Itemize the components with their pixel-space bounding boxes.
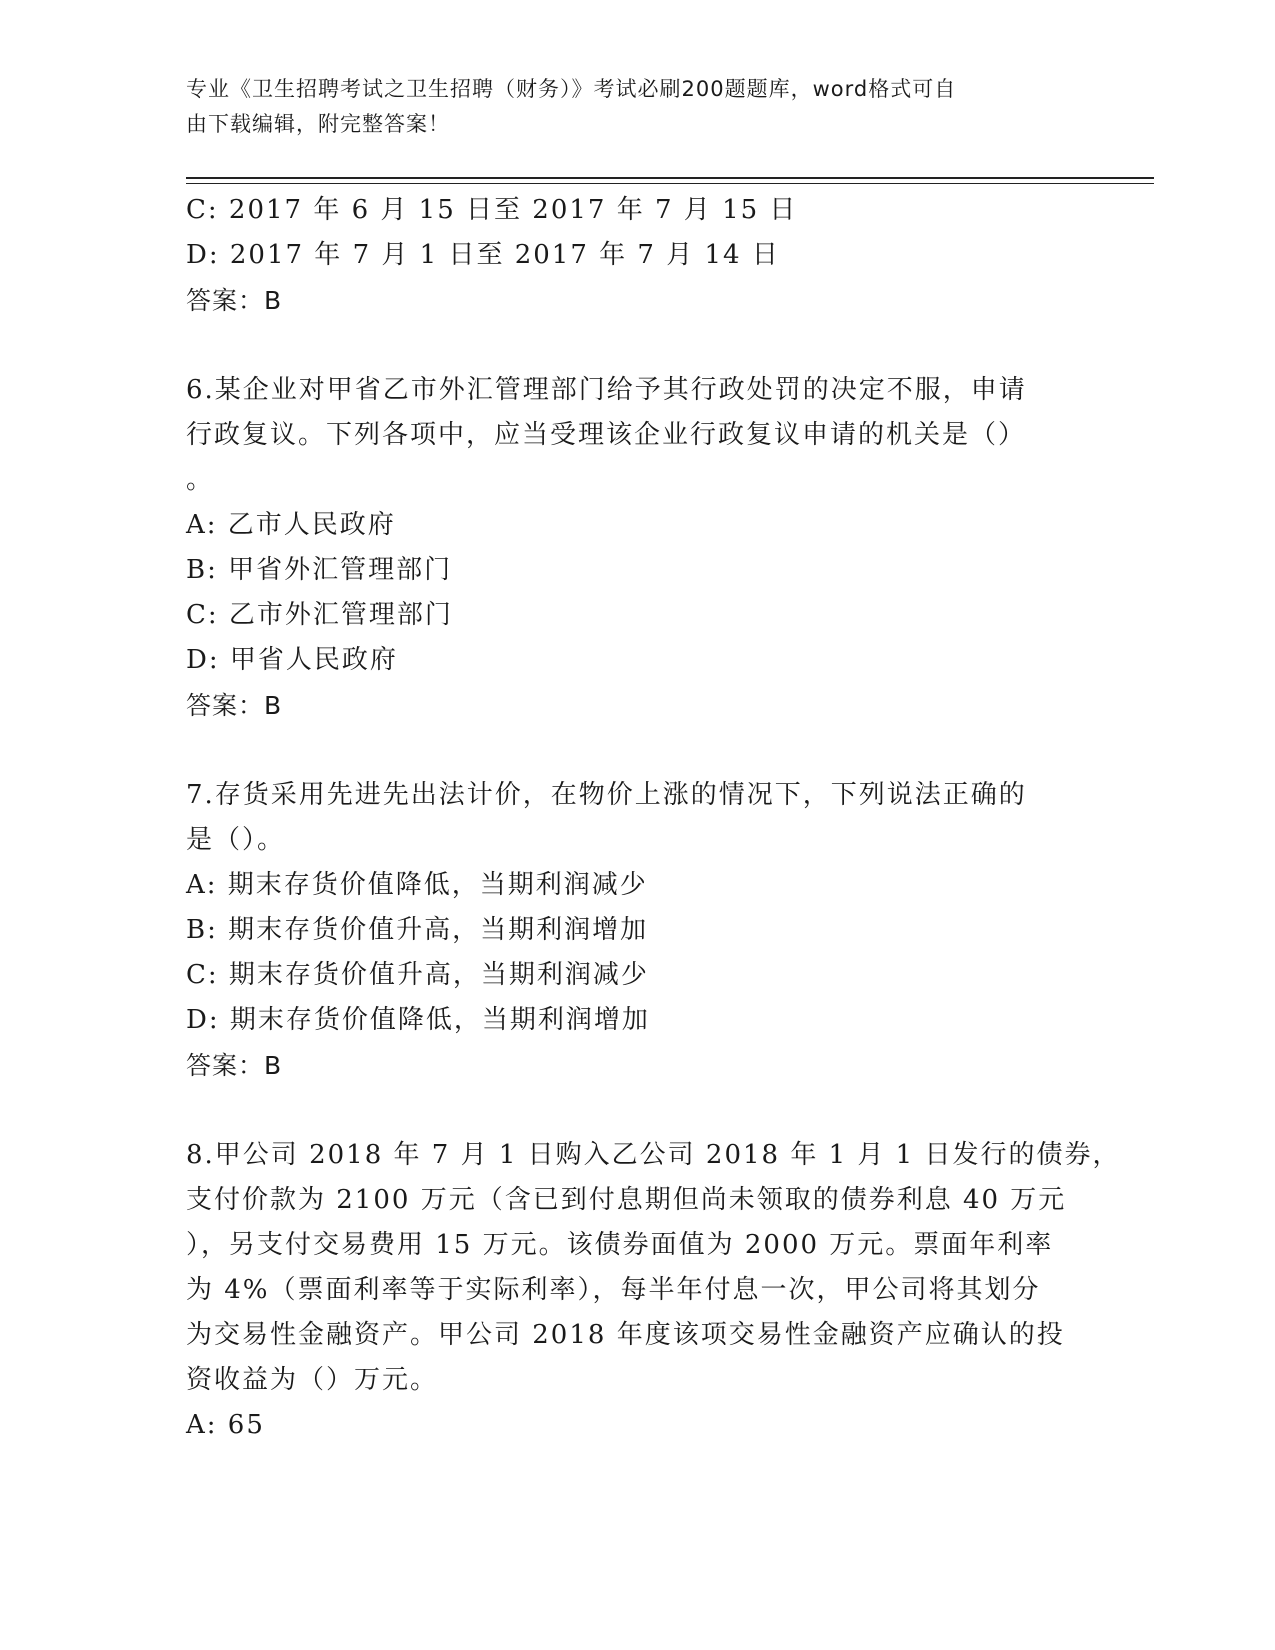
option-d: D: 甲省人民政府: [186, 645, 398, 675]
question-8: [186, 1133, 1121, 1448]
question-stem: 资收益为（）万元。: [186, 1365, 439, 1395]
answer: 答案：B: [186, 691, 283, 720]
question-stem: 。: [186, 465, 215, 495]
question-6: [186, 368, 1086, 728]
question-stem: 行政复议。下列各项中，应当受理该企业行政复议申请的机关是（）: [186, 420, 1027, 450]
question-stem: ），另支付交易费用 15 万元。该债券面值为 2000 万元。票面年利率: [186, 1230, 1054, 1260]
option-a: A: 65: [186, 1410, 265, 1440]
option-c: C: 乙市外汇管理部门: [186, 600, 453, 630]
header-line-2: 由下载编辑，附完整答案！: [186, 112, 450, 136]
question-stem: 是（）。: [186, 825, 286, 855]
question-stem: 7.存货采用先进先出法计价，在物价上涨的情况下，下列说法正确的: [186, 780, 1027, 810]
option-d: D: 期末存货价值降低，当期利润增加: [186, 1005, 650, 1035]
question-stem: 支付价款为 2100 万元（含已到付息期但尚未领取的债券利息 40 万元: [186, 1185, 1067, 1215]
question-7: [186, 773, 1086, 1088]
option-a: A: 乙市人民政府: [186, 510, 396, 540]
question-5-tail: [186, 188, 1086, 323]
header-rule-thick: [186, 177, 1154, 179]
question-stem: 8.甲公司 2018 年 7 月 1 日购入乙公司 2018 年 1 月 1 日发行的债券，: [186, 1140, 1121, 1170]
answer: 答案：B: [186, 1051, 283, 1080]
question-stem: 6.某企业对甲省乙市外汇管理部门给予其行政处罚的决定不服，申请: [186, 375, 1027, 405]
option-c: C: 2017 年 6 月 15 日至 2017 年 7 月 15 日: [186, 195, 798, 225]
question-stem: 为交易性金融资产。甲公司 2018 年度该项交易性金融资产应确认的投: [186, 1320, 1065, 1350]
option-d: D: 2017 年 7 月 1 日至 2017 年 7 月 14 日: [186, 240, 780, 270]
option-b: B: 甲省外汇管理部门: [186, 555, 453, 585]
answer: 答案：B: [186, 286, 283, 315]
question-stem: 为 4%（票面利率等于实际利率），每半年付息一次，甲公司将其划分: [186, 1275, 1041, 1305]
document-header: [186, 72, 1066, 142]
document-body: [186, 188, 1121, 1448]
header-rule-thin: [186, 183, 1154, 184]
header-line-1: 专业《卫生招聘考试之卫生招聘（财务）》考试必刷200题题库，word格式可自: [186, 77, 957, 101]
option-b: B: 期末存货价值升高，当期利润增加: [186, 915, 649, 945]
option-a: A: 期末存货价值降低，当期利润减少: [186, 870, 648, 900]
option-c: C: 期末存货价值升高，当期利润减少: [186, 960, 649, 990]
